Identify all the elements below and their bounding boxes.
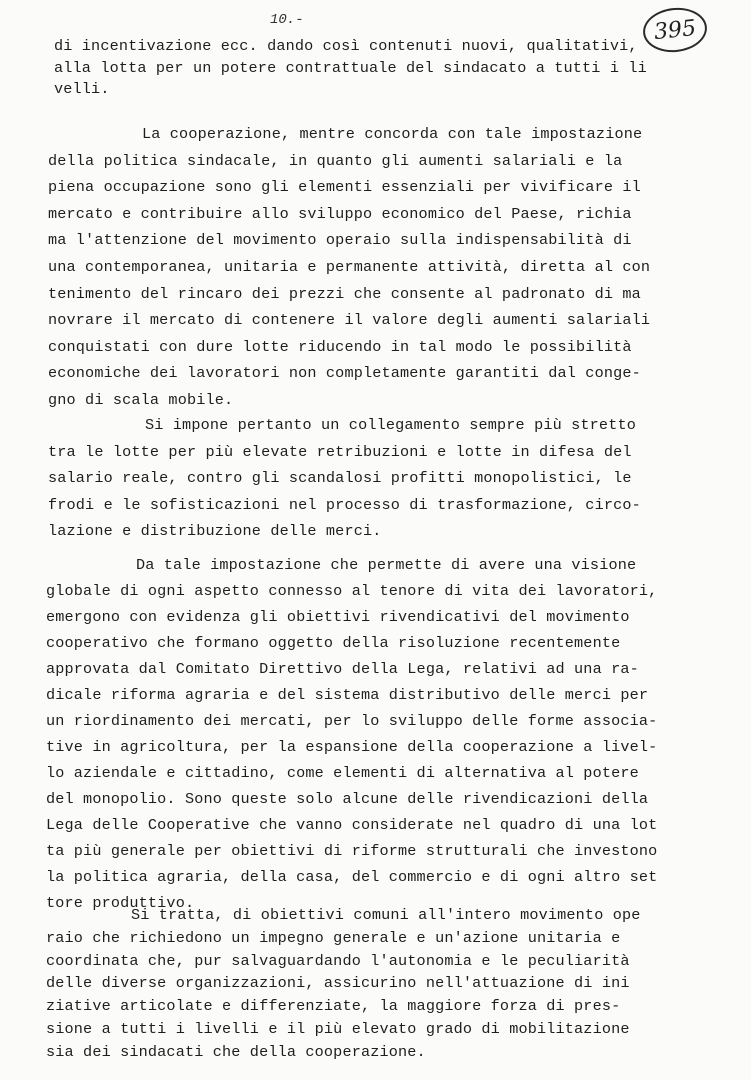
text-line: tive in agricoltura, per la espansione della cooperazione a livel- — [46, 738, 658, 756]
text-line: tore produttivo. — [46, 894, 195, 912]
text-line: dicale riforma agraria e del sistema distributivo delle merci per — [46, 686, 649, 704]
text-line: velli. — [54, 80, 110, 98]
text-line: lazione e distribuzione delle merci. — [48, 522, 382, 541]
text-line: Si tratta, di obiettivi comuni all'intero movimento ope — [131, 906, 641, 924]
text-line: delle diverse organizzazioni, assicurino nell'attuazione di ini — [46, 974, 630, 993]
text-line: la politica agraria, della casa, del commercio e di ogni altro set — [46, 868, 658, 886]
text-line: Lega delle Cooperative che vanno considerate nel quadro di una lot — [46, 816, 658, 834]
text-line: ta più generale per obiettivi di riforme strutturali che investono — [46, 842, 658, 860]
archive-stamp: 395 — [641, 5, 709, 55]
text-line: una contemporanea, unitaria e permanente attività, diretta al con — [48, 258, 651, 276]
text-line: ma l'attenzione del movimento operaio sulla indispensabilità di — [48, 231, 632, 250]
text-line: un riordinamento dei mercati, per lo sviluppo delle forme associa- — [46, 712, 658, 730]
text-line: raio che richiedono un impegno generale e un'azione unitaria e — [46, 928, 621, 947]
text-line: della politica sindacale, in quanto gli aumenti salariali e la — [48, 151, 623, 170]
text-line: coordinata che, pur salvaguardando l'autonomia e le peculiarità — [46, 951, 630, 970]
text-line: frodi e le sofisticazioni nel processo di trasformazione, circo- — [48, 495, 641, 514]
text-line: approvata dal Comitato Direttivo della Lega, relativi ad una ra- — [46, 660, 639, 678]
text-line: di incentivazione ecc. dando così contenuti nuovi, qualitativi, — [54, 37, 638, 55]
text-line: lo aziendale e cittadino, come elementi di alternativa al potere — [46, 764, 639, 782]
text-line: conquistati con dure lotte riducendo in tal modo le possibilità — [48, 337, 632, 356]
text-line: alla lotta per un potere contrattuale del sindacato a tutti i li — [54, 58, 647, 77]
text-line: mercato e contribuire allo sviluppo economico del Paese, richia — [48, 204, 632, 223]
text-line: salario reale, contro gli scandalosi profitti monopolistici, le — [48, 469, 632, 488]
text-line: del monopolio. Sono queste solo alcune delle rivendicazioni della — [46, 790, 649, 808]
text-line: piena occupazione sono gli elementi essenziali per vivificare il — [48, 178, 641, 197]
text-line: cooperativo che formano oggetto della risoluzione recentemente — [46, 634, 621, 652]
text-line: tenimento del rincaro dei prezzi che consente al padronato di ma — [48, 284, 641, 303]
text-line: globale di ogni aspetto connesso al tenore di vita dei lavoratori, — [46, 582, 658, 600]
text-line: gno di scala mobile. — [48, 391, 234, 409]
text-line: sione a tutti i livelli e il più elevato grado di mobilitazione — [46, 1020, 630, 1038]
text-line: economiche dei lavoratori non completamente garantiti dal conge- — [48, 364, 641, 383]
text-line: ziative articolate e differenziate, la maggiore forza di pres- — [46, 997, 621, 1016]
text-line: tra le lotte per più elevate retribuzioni e lotte in difesa del — [48, 442, 632, 461]
text-line: Si impone pertanto un collegamento sempre più stretto — [145, 416, 636, 434]
text-line: Da tale impostazione che permette di avere una visione — [136, 556, 637, 574]
text-line: sia dei sindacati che della cooperazione. — [46, 1042, 426, 1061]
text-line: emergono con evidenza gli obiettivi rivendicativi del movimento — [46, 608, 630, 626]
page-number-mark: 10.- — [270, 12, 304, 28]
text-line: novrare il mercato di contenere il valore degli aumenti salariali — [48, 311, 651, 330]
text-line: La cooperazione, mentre concorda con tale impostazione — [142, 125, 643, 143]
